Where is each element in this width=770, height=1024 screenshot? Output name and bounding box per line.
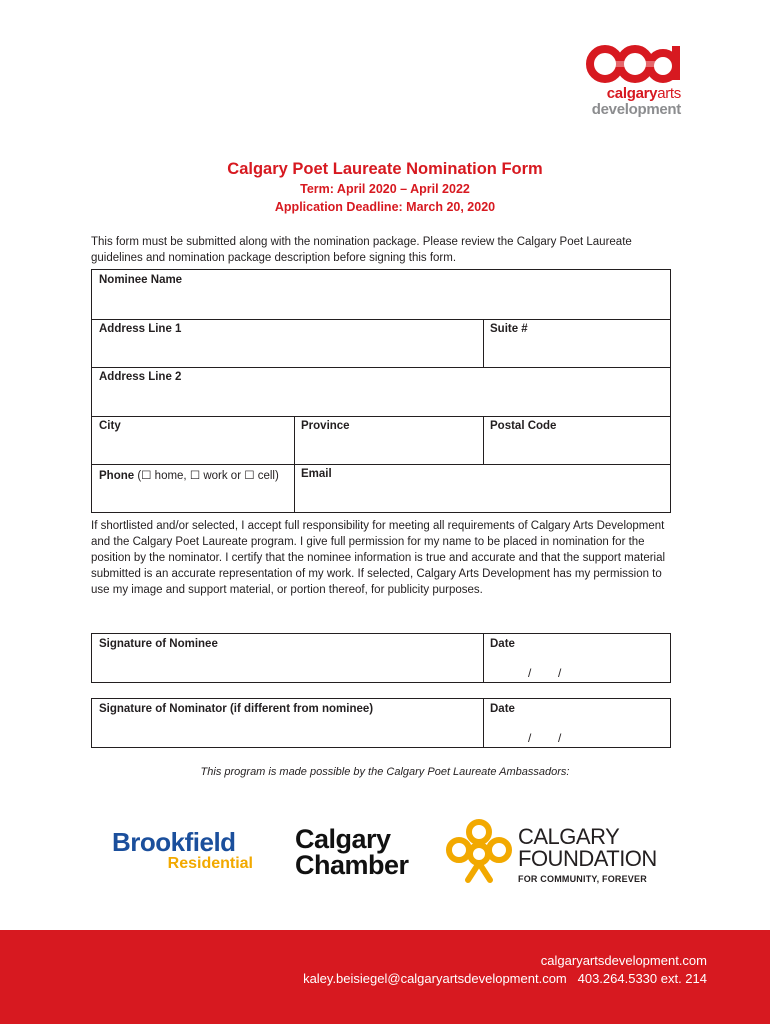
sponsor-note: This program is made possible by the Calgary Poet Laureate Ambassadors:	[200, 766, 570, 778]
term-subtitle: Term: April 2020 – April 2022	[300, 182, 470, 196]
date-separator: /	[528, 731, 532, 745]
calgary-arts-development-logo	[585, 42, 685, 122]
date-separator: /	[558, 666, 562, 680]
foundation-tagline: FOR COMMUNITY, FOREVER	[518, 874, 647, 884]
cad-logo-mark-icon	[585, 42, 685, 86]
foundation-wordmark-line1: CALGARY	[518, 824, 620, 849]
page-title: Calgary Poet Laureate Nomination Form	[227, 160, 543, 178]
nominee-signature-box	[91, 633, 671, 683]
foundation-wordmark-line2: FOUNDATION	[518, 846, 657, 871]
nominee-name-label: Nominee Name	[99, 274, 183, 286]
chamber-wordmark-line2: Chamber	[295, 850, 409, 880]
foundation-wordmark	[518, 826, 657, 870]
province-field[interactable]	[294, 416, 483, 464]
nominator-signature-field[interactable]	[92, 699, 483, 747]
suite-field[interactable]	[483, 319, 670, 367]
nominee-name-field[interactable]	[92, 270, 670, 319]
postal-code-label: Postal Code	[490, 420, 557, 432]
city-label: City	[99, 420, 121, 432]
calgary-foundation-logo	[444, 818, 664, 888]
calgary-chamber-logo	[295, 826, 409, 878]
postal-code-field[interactable]	[483, 416, 670, 464]
footer-email-link[interactable]: kaley.beisiegel@calgaryartsdevelopment.com	[303, 971, 567, 986]
email-label: Email	[301, 468, 332, 480]
address-line-1-label: Address Line 1	[99, 323, 182, 335]
footer-contact	[303, 971, 707, 986]
nominee-date-field[interactable]	[483, 634, 670, 682]
chamber-wordmark-line1: Calgary	[295, 824, 391, 854]
nominator-signature-box	[91, 698, 671, 748]
nominee-date-label: Date	[490, 638, 515, 650]
residential-wordmark: Residential	[167, 855, 253, 872]
logo-wordmark-development: development	[591, 101, 681, 118]
intro-paragraph: This form must be submitted along with the nomination package. Please review the Calgary Poet Laureate guidelines and nomination package description before signing this form.	[91, 236, 632, 264]
nominee-signature-label: Signature of Nominee	[99, 638, 218, 650]
city-field[interactable]	[92, 416, 294, 464]
address-line-1-field[interactable]	[92, 319, 483, 367]
nominee-info-form	[91, 269, 671, 513]
phone-field[interactable]	[92, 464, 294, 512]
email-field[interactable]	[294, 464, 670, 512]
nominator-date-field[interactable]	[483, 699, 670, 747]
nominee-signature-field[interactable]	[92, 634, 483, 682]
nominator-signature-label: Signature of Nominator (if different from nominee)	[99, 703, 374, 715]
suite-label: Suite #	[490, 323, 528, 335]
date-separator: /	[558, 731, 562, 745]
address-line-2-label: Address Line 2	[99, 371, 182, 383]
footer-phone: 403.264.5330 ext. 214	[577, 971, 707, 986]
foundation-knot-icon	[444, 818, 514, 888]
footer-bar	[0, 930, 770, 1024]
phone-type-options[interactable]: (☐ home, ☐ work or ☐ cell)	[134, 470, 279, 482]
footer-website-link[interactable]: calgaryartsdevelopment.com	[540, 953, 707, 968]
logo-wordmark-calgaryarts: calgaryarts	[606, 85, 681, 102]
brookfield-wordmark: Brookfield	[112, 827, 236, 857]
consent-paragraph: If shortlisted and/or selected, I accept full responsibility for meeting all requirements of Calgary Arts Development and the Calgary Poet Laureate program. I give full permission for my name to be placed in nomination for the position by the nominator. I certify that the nominee information is true and accurate and that the support material submitted is an accurate representation of my work. If selected, Calgary Arts Development has my permission to use my image and support material, or portion thereof, for publicity purposes.	[91, 520, 666, 596]
brookfield-residential-logo	[112, 828, 257, 872]
phone-label: Phone	[99, 470, 135, 482]
deadline-subtitle: Application Deadline: March 20, 2020	[274, 200, 496, 214]
nominator-date-label: Date	[490, 703, 515, 715]
date-separator: /	[528, 666, 532, 680]
address-line-2-field[interactable]	[92, 367, 670, 416]
province-label: Province	[301, 420, 350, 432]
